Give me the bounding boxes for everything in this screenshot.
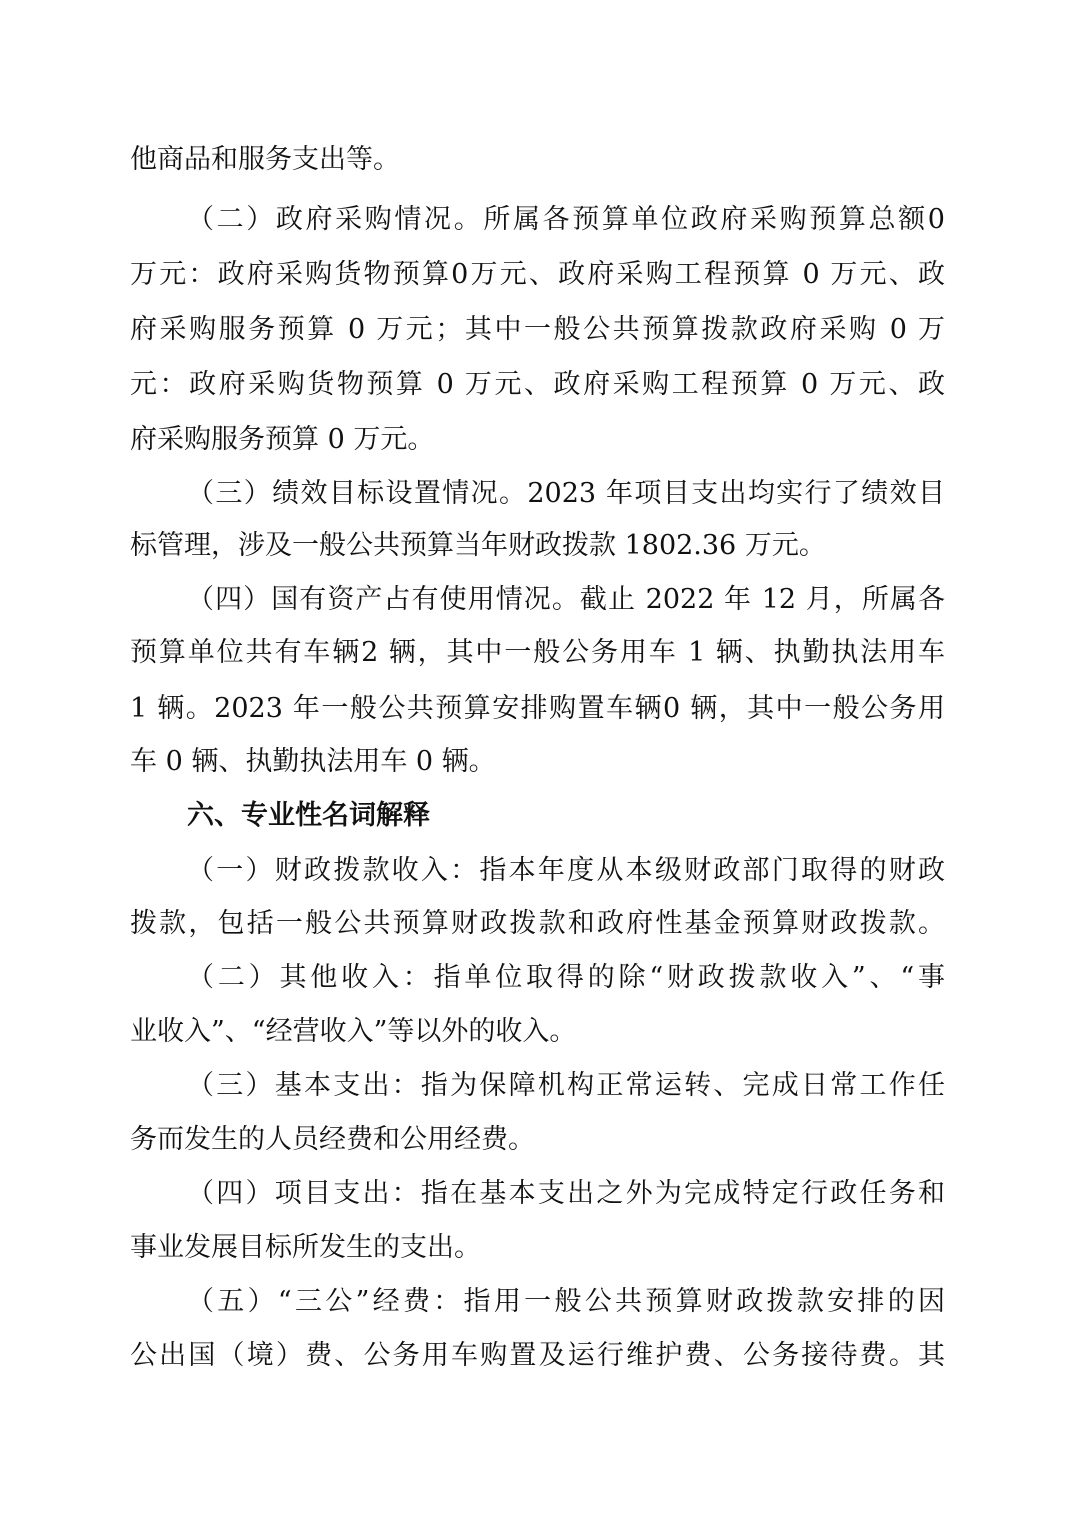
- text-line: 公出国（境）费、公务用车购置及运行维护费、公务接待费。其: [130, 1340, 945, 1371]
- text-line: （三）绩效目标设置情况。2023 年项目支出均实行了绩效目: [187, 478, 945, 509]
- text-line: 万元：政府采购货物预算0万元、政府采购工程预算 0 万元、政: [130, 259, 945, 290]
- text-line: 拨款，包括一般公共预算财政拨款和政府性基金预算财政拨款。: [130, 908, 945, 939]
- text-line: （三）基本支出：指为保障机构正常运转、完成日常工作任: [187, 1070, 945, 1101]
- text-line: （一）财政拨款收入：指本年度从本级财政部门取得的财政: [187, 855, 945, 886]
- text-line: 1 辆。2023 年一般公共预算安排购置车辆0 辆，其中一般公务用: [130, 693, 945, 724]
- text-line: （四）项目支出：指在基本支出之外为完成特定行政任务和: [187, 1178, 945, 1209]
- text-line: （二）其他收入：指单位取得的除“财政拨款收入”、“事: [187, 962, 945, 993]
- text-line: 标管理，涉及一般公共预算当年财政拨款 1802.36 万元。: [130, 530, 826, 561]
- text-line: 府采购服务预算 0 万元；其中一般公共预算拨款政府采购 0 万: [130, 314, 945, 345]
- text-line: 元：政府采购货物预算 0 万元、政府采购工程预算 0 万元、政: [130, 369, 945, 400]
- text-line: 他商品和服务支出等。: [130, 144, 400, 175]
- text-line: （四）国有资产占有使用情况。截止 2022 年 12 月，所属各: [187, 584, 945, 615]
- text-line: 业收入”、“经营收入”等以外的收入。: [130, 1016, 577, 1047]
- text-line: 事业发展目标所发生的支出。: [130, 1232, 481, 1263]
- text-line: 务而发生的人员经费和公用经费。: [130, 1124, 535, 1155]
- text-line: 预算单位共有车辆2 辆，其中一般公务用车 1 辆、执勤执法用车: [130, 637, 945, 668]
- section-heading: 六、专业性名词解释: [187, 800, 430, 831]
- text-line: （二）政府采购情况。所属各预算单位政府采购预算总额0: [187, 204, 945, 235]
- text-line: （五）“三公”经费：指用一般公共预算财政拨款安排的因: [187, 1286, 945, 1317]
- text-line: 车 0 辆、执勤执法用车 0 辆。: [130, 746, 496, 777]
- text-line: 府采购服务预算 0 万元。: [130, 424, 435, 455]
